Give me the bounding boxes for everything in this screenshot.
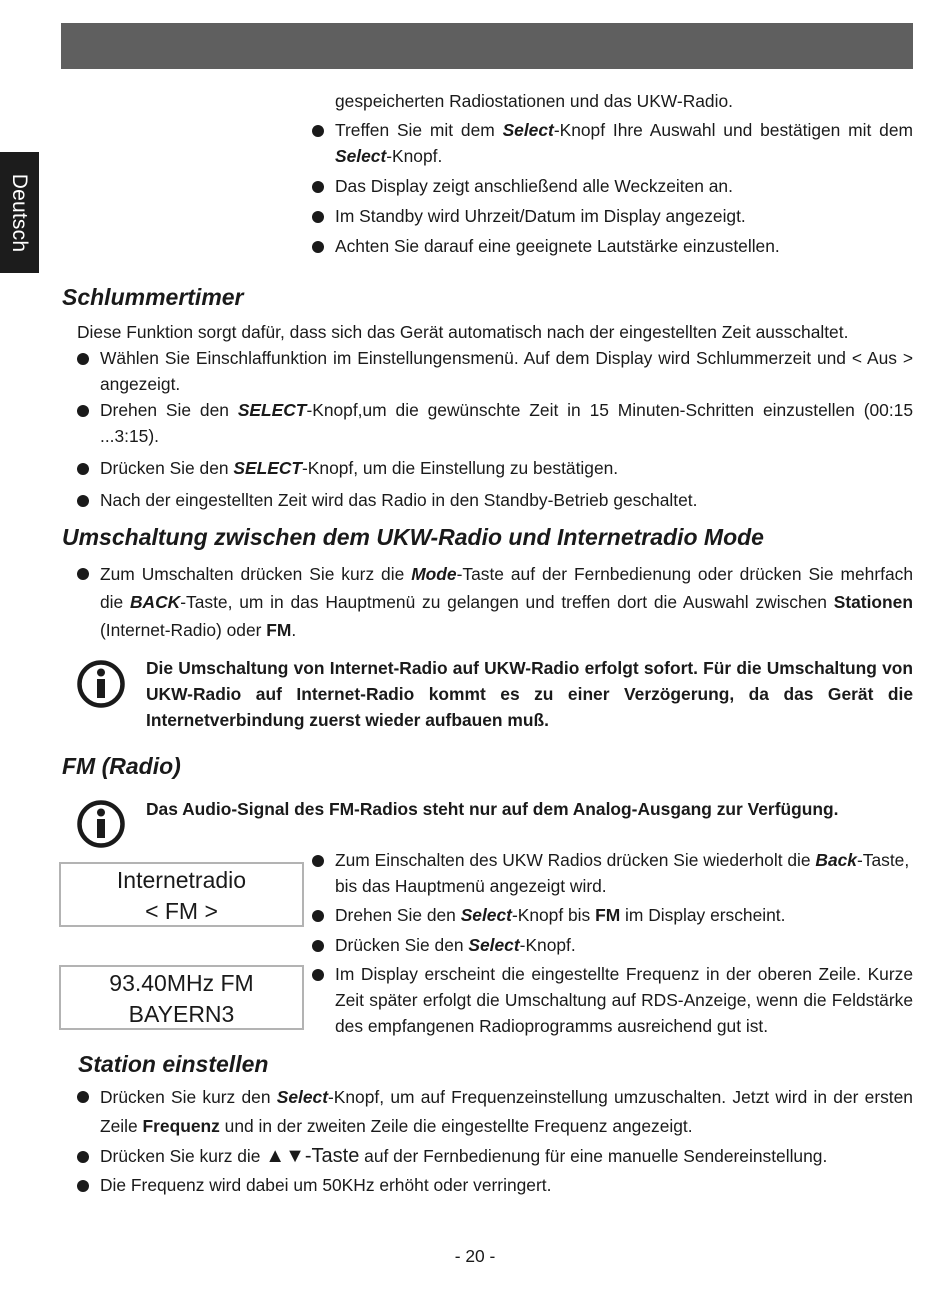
info-icon: [76, 799, 126, 849]
display-line-1: Internetradio: [116, 867, 247, 893]
intro-continuation: gespeicherten Radiostationen und das UKW-Radio.: [335, 91, 733, 111]
section-heading-sleep-timer: Schlummertimer: [62, 284, 244, 310]
list-item: Drehen Sie den SELECT-Knopf,um die gewünschte Zeit in 15 Minuten-Schritten einzustellen (00:15 ...3:15).: [76, 397, 913, 449]
display-mockup-frequency: [59, 965, 304, 1030]
list-item: Das Display zeigt anschließend alle Weckzeiten an.: [311, 173, 913, 199]
list-item: Im Display erscheint die eingestellte Frequenz in der oberen Zeile. Kurze Zeit später erfolgt die Umschaltung auf RDS-Anzeige, wenn die Feldstärke des empfangenen Radioprogramms ausreichend gut ist.: [311, 961, 913, 1039]
station-bullet-list: [76, 1083, 913, 1198]
intro-bullet-list: [311, 117, 913, 259]
section-heading-fm-radio: FM (Radio): [62, 753, 181, 779]
section-heading-mode-switch: Umschaltung zwischen dem UKW-Radio und Internetradio Mode: [62, 524, 764, 550]
list-item: Im Standby wird Uhrzeit/Datum im Display angezeigt.: [311, 203, 913, 229]
fm-bullet-list: [311, 847, 913, 1039]
list-item: Drücken Sie den SELECT-Knopf, um die Einstellung zu bestätigen.: [76, 455, 913, 481]
list-item: Drücken Sie kurz den Select-Knopf, um auf Frequenzeinstellung umzuschalten. Jetzt wird in der ersten Zeile Frequenz und in der zweiten Zeile die eingestellte Frequenz angezeigt.: [76, 1083, 913, 1141]
list-item: Drehen Sie den Select-Knopf bis FM im Display erscheint.: [311, 902, 913, 928]
list-item: Wählen Sie Einschlaffunktion im Einstellungensmenü. Auf dem Display wird Schlummerzeit und < Aus > angezeigt.: [76, 345, 913, 397]
list-item: Zum Umschalten drücken Sie kurz die Mode-Taste auf der Fernbedienung oder drücken Sie mehrfach die BACK-Taste, um in das Hauptmenü zu gelangen und treffen dort die Auswahl zwischen Stationen (Internet-Radio) oder FM.: [76, 560, 913, 644]
display-line-1: 93.40MHz FM: [109, 970, 254, 996]
mode-info-note: Die Umschaltung von Internet-Radio auf UKW-Radio erfolgt sofort. Für die Umschaltung von UKW-Radio auf Internet-Radio kommt es zu einer Verzögerung, da das Gerät die Internetverbindung zuerst wieder aufbauen muß.: [146, 658, 913, 730]
language-tab-label: Deutsch: [8, 173, 32, 252]
sleep-bullet-list: [76, 345, 913, 513]
header-bar: [61, 23, 913, 69]
list-item: Achten Sie darauf eine geeignete Lautstärke einzustellen.: [311, 233, 913, 259]
list-item: Die Frequenz wird dabei um 50KHz erhöht oder verringert.: [76, 1172, 913, 1198]
display-line-2: < FM >: [145, 898, 218, 924]
list-item: Zum Einschalten des UKW Radios drücken Sie wiederholt die Back-Taste, bis das Hauptmenü angezeigt wird.: [311, 847, 913, 899]
fm-info-note: Das Audio-Signal des FM-Radios steht nur auf dem Analog-Ausgang zur Verfügung.: [146, 799, 839, 819]
list-item: Treffen Sie mit dem Select-Knopf Ihre Auswahl und bestätigen mit dem Select-Knopf.: [311, 117, 913, 169]
list-item: Nach der eingestellten Zeit wird das Radio in den Standby-Betrieb geschaltet.: [76, 487, 913, 513]
language-tab: [0, 152, 39, 273]
mode-bullet-list: [76, 560, 913, 644]
display-line-2: BAYERN3: [128, 1001, 235, 1027]
arrow-keys-label: ▲▼-Taste: [265, 1145, 360, 1167]
section-heading-station-tuning: Station einstellen: [78, 1051, 269, 1077]
info-icon: [76, 659, 126, 709]
list-item: Drücken Sie kurz die ▲▼-Taste auf der Fernbedienung für eine manuelle Sendereinstellung.: [76, 1143, 913, 1169]
list-item: Drücken Sie den Select-Knopf.: [311, 932, 913, 958]
sleep-intro: Diese Funktion sorgt dafür, dass sich das Gerät automatisch nach der eingestellten Zeit ausschaltet.: [77, 322, 849, 342]
page-number: - 20 -: [454, 1246, 496, 1266]
display-mockup-menu: [59, 862, 304, 927]
